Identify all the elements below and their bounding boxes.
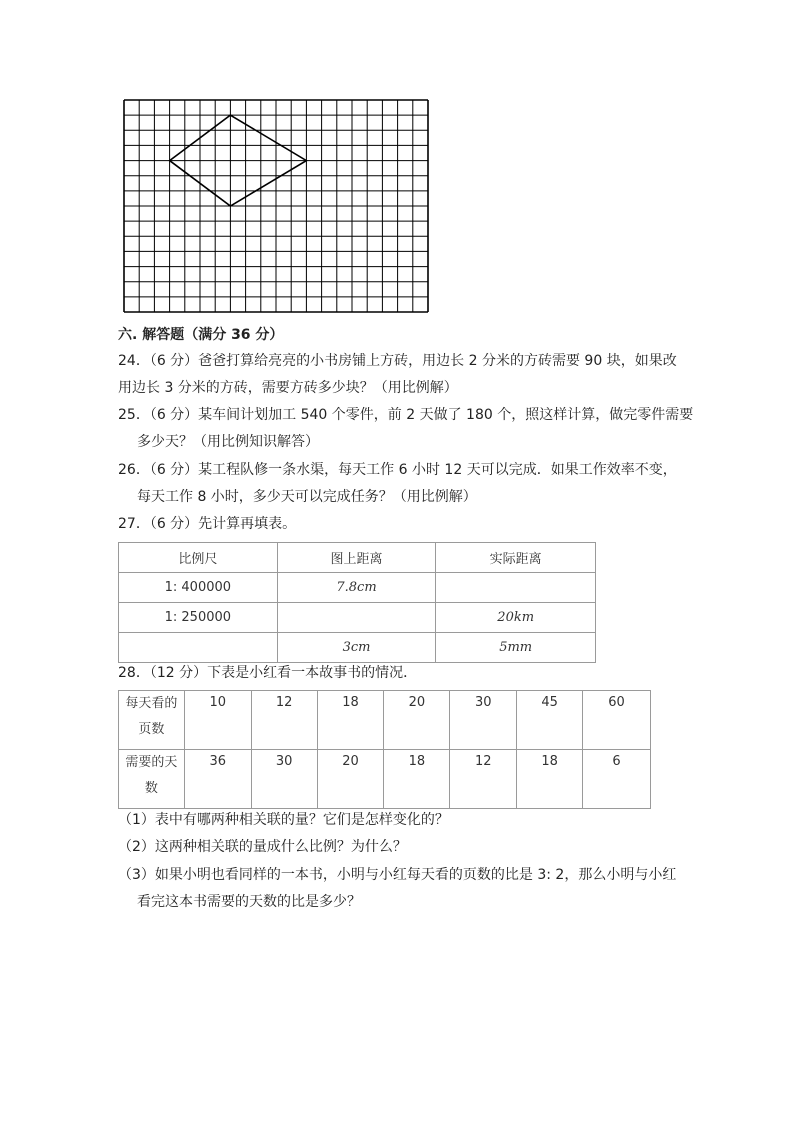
q28-sub3-line1: （3）如果小明也看同样的一本书，小明与小红每天看的页数的比是 3: 2，那么小明与小红 [118, 867, 677, 883]
table-cell: 30 [450, 691, 517, 750]
row-label-line: 需要的天 [125, 755, 178, 770]
q26-text-line2: 每天工作 8 小时，多少天可以完成任务？（用比例解） [137, 489, 477, 505]
table-row [119, 691, 651, 750]
row-label-days [119, 750, 185, 809]
table-cell: 20 [317, 750, 384, 809]
table-cell: 6 [583, 750, 651, 809]
table-cell: 20km [436, 603, 596, 633]
row-label-pages [119, 691, 185, 750]
table-cell: 7.8cm [277, 573, 436, 603]
table-cell: 18 [317, 691, 384, 750]
section-title: 六. 解答题（满分 36 分） [118, 327, 284, 343]
table-cell: 3cm [277, 633, 436, 663]
q26-text-line1: 26．（6 分）某工程队修一条水渠，每天工作 6 小时 12 天可以完成．如果工作效率不变， [118, 462, 677, 478]
header-actual-distance: 实际距离 [436, 543, 596, 573]
table-cell: 1: 400000 [119, 573, 278, 603]
table-cell-blank [277, 603, 436, 633]
q24-text-line1: 24．（6 分）爸爸打算给亮亮的小书房铺上方砖，用边长 2 分米的方砖需要 90 块，如果改 [118, 353, 677, 369]
q28-sub2: （2）这两种相关联的量成什么比例？为什么？ [118, 839, 407, 855]
table-cell: 12 [251, 691, 317, 750]
table-cell: 12 [450, 750, 517, 809]
q28-sub3-line2: 看完这本书需要的天数的比是多少？ [137, 894, 361, 910]
row-label-line: 数 [144, 781, 158, 796]
q24-text-line2: 用边长 3 分米的方砖，需要方砖多少块？（用比例解） [118, 380, 458, 396]
header-map-distance: 图上距离 [277, 543, 436, 573]
grid-lines [124, 100, 428, 312]
table-cell-blank [119, 633, 278, 663]
reading-table [118, 690, 651, 809]
row-label-line: 每天看的 [125, 696, 178, 711]
table-cell: 30 [251, 750, 317, 809]
table-cell: 20 [384, 691, 450, 750]
table-row [119, 750, 651, 809]
table-cell: 1: 250000 [119, 603, 278, 633]
table-cell: 5mm [436, 633, 596, 663]
table-cell: 45 [517, 691, 583, 750]
header-scale: 比例尺 [119, 543, 278, 573]
table-row [119, 633, 596, 663]
q28-sub1: （1）表中有哪两种相关联的量？它们是怎样变化的？ [118, 812, 449, 828]
table-cell: 36 [184, 750, 251, 809]
table-cell: 60 [583, 691, 651, 750]
q28-text: 28．（12 分）下表是小红看一本故事书的情况． [118, 665, 418, 681]
table-cell: 18 [517, 750, 583, 809]
q25-text-line1: 25．（6 分）某车间计划加工 540 个零件，前 2 天做了 180 个，照这样计算，做完零件需要 [118, 407, 694, 423]
table-cell: 18 [384, 750, 450, 809]
grid-figure [123, 99, 429, 313]
table-header-row [119, 543, 596, 573]
table-cell: 10 [184, 691, 251, 750]
table-row [119, 603, 596, 633]
q25-text-line2: 多少天？（用比例知识解答） [137, 434, 319, 450]
q27-text: 27．（6 分）先计算再填表。 [118, 516, 297, 532]
row-label-line: 页数 [138, 722, 165, 737]
table-cell-blank [436, 573, 596, 603]
scale-table [118, 542, 596, 663]
table-row [119, 573, 596, 603]
